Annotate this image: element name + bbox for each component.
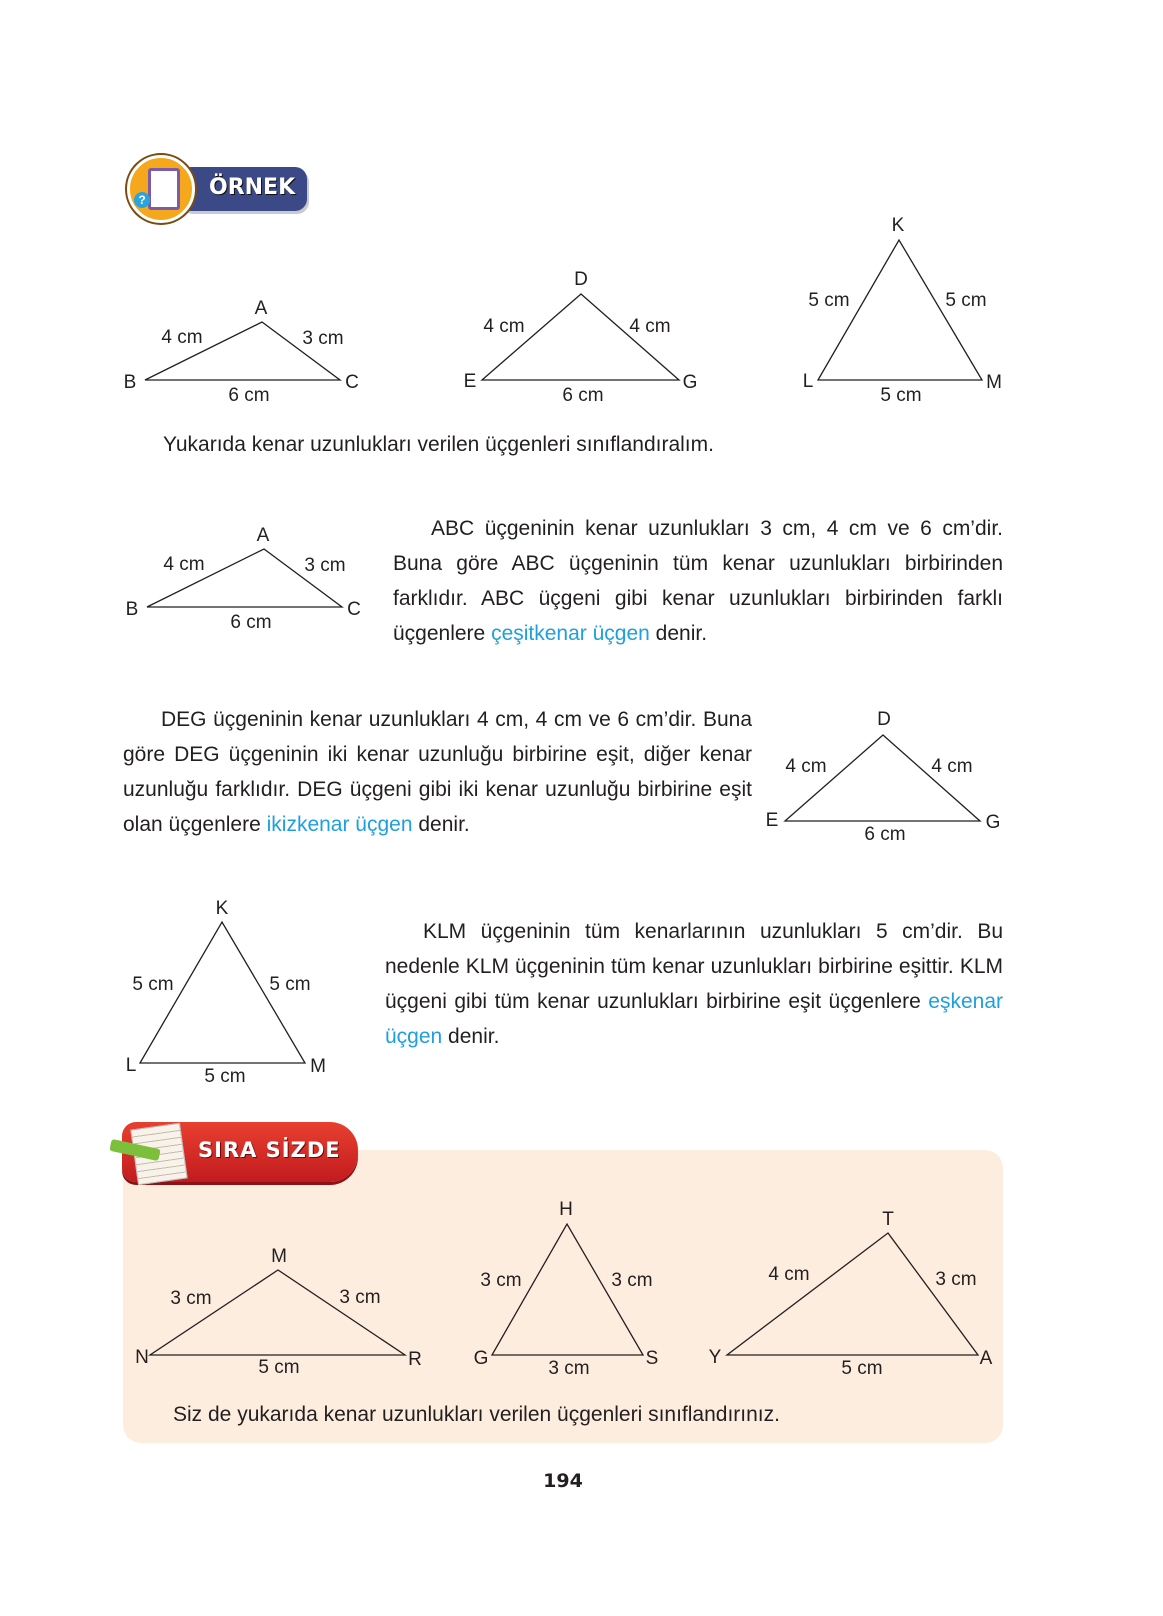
vertex-label: C xyxy=(347,599,361,620)
side-length: 3 cm xyxy=(170,1288,212,1309)
side-length: 3 cm xyxy=(935,1269,977,1290)
vertex-label: G xyxy=(682,372,698,393)
exercise-box xyxy=(123,1150,1003,1443)
vertex-label: L xyxy=(802,371,814,392)
vertex-label: M xyxy=(310,1056,326,1077)
equilateral-paragraph xyxy=(385,914,1003,1054)
vertex-label: A xyxy=(254,298,268,319)
vertex-label: S xyxy=(645,1348,659,1369)
side-length: 3 cm xyxy=(339,1287,381,1308)
side-length: 6 cm xyxy=(562,385,604,406)
term-isosceles-triangle: ikizkenar üçgen xyxy=(266,813,413,836)
side-length: 4 cm xyxy=(163,554,205,575)
page-number: 194 xyxy=(543,1470,583,1492)
side-length: 5 cm xyxy=(269,974,311,995)
side-length: 3 cm xyxy=(548,1358,590,1379)
paragraph-text: denir. xyxy=(442,1025,500,1048)
isosceles-paragraph xyxy=(123,702,752,842)
term-scalene-triangle: çeşitkenar üçgen xyxy=(491,622,650,645)
side-length: 5 cm xyxy=(945,290,987,311)
side-length: 5 cm xyxy=(132,974,174,995)
side-length: 5 cm xyxy=(880,385,922,406)
side-length: 4 cm xyxy=(483,316,525,337)
side-length: 4 cm xyxy=(785,756,827,777)
paragraph-text: DEG üçgeninin kenar uzunlukları 4 cm, 4 cm ve 6 cm’dir. Buna göre DEG üçgeninin iki kenar uzunluğu birbirine eşit, diğer kenar uzunluğu farklıdır. DEG üçgeni gibi iki kenar uzunluğu birbirine eşit olan üçgenlere xyxy=(123,708,752,836)
paragraph-text: ABC üçgeninin kenar uzunlukları 3 cm, 4 cm ve 6 cm’dir. Buna göre ABC üçgeninin tüm kenar uzunlukları birbirinden farklıdır. ABC üçgeni gibi kenar uzunlukları birbirinden farklı üçgenlere xyxy=(393,517,1003,645)
side-length: 5 cm xyxy=(204,1066,246,1087)
vertex-label: B xyxy=(125,599,139,620)
vertex-label: C xyxy=(345,372,359,393)
vertex-label: M xyxy=(986,372,1002,393)
side-length: 5 cm xyxy=(258,1357,300,1378)
intro-text: Yukarıda kenar uzunlukları verilen üçgenleri sınıflandıralım. xyxy=(163,433,714,456)
side-length: 3 cm xyxy=(480,1270,522,1291)
vertex-label: R xyxy=(408,1349,422,1370)
side-length: 5 cm xyxy=(841,1358,883,1379)
paragraph-text: denir. xyxy=(649,622,708,645)
side-length: 4 cm xyxy=(629,316,671,337)
vertex-label: E xyxy=(765,810,779,831)
vertex-label: E xyxy=(463,371,477,392)
side-length: 5 cm xyxy=(808,290,850,311)
vertex-label: A xyxy=(979,1348,993,1369)
vertex-label: A xyxy=(256,525,270,546)
vertex-label: T xyxy=(882,1209,894,1230)
ornek-badge xyxy=(127,155,309,225)
side-length: 6 cm xyxy=(864,824,906,845)
side-length: 3 cm xyxy=(302,328,344,349)
ornek-label: ÖRNEK xyxy=(209,175,296,200)
side-length: 6 cm xyxy=(228,385,270,406)
side-length: 4 cm xyxy=(768,1264,810,1285)
side-length: 6 cm xyxy=(230,612,272,633)
ornek-bar xyxy=(179,167,307,211)
exercise-instruction: Siz de yukarıda kenar uzunlukları verilen üçgenleri sınıflandırınız. xyxy=(173,1403,780,1426)
side-length: 3 cm xyxy=(304,555,346,576)
paragraph-text: KLM üçgeninin tüm kenarlarının uzunlukları 5 cm’dir. Bu nedenle KLM üçgeninin tüm kenar uzunlukları birbirine eşittir. KLM üçgeni gibi tüm kenar uzunlukları birbirine eşit üçgenlere xyxy=(385,920,1003,1013)
vertex-label: B xyxy=(123,372,137,393)
vertex-label: D xyxy=(877,709,891,730)
vertex-label: G xyxy=(985,812,1001,833)
triangle-deg-isosceles xyxy=(785,735,980,821)
side-length: 4 cm xyxy=(161,327,203,348)
vertex-label: M xyxy=(271,1246,287,1267)
vertex-label: K xyxy=(891,215,905,236)
clipboard-icon: ? xyxy=(127,155,195,223)
vertex-label: Y xyxy=(708,1347,722,1368)
scalene-paragraph xyxy=(393,511,1003,651)
sira-sizde-label: SIRA SİZDE xyxy=(198,1138,341,1162)
term-equilateral-triangle: eşkenar üçgen xyxy=(385,990,1003,1048)
vertex-label: K xyxy=(215,898,229,919)
sira-sizde-badge xyxy=(122,1122,358,1182)
vertex-label: H xyxy=(559,1199,573,1220)
side-length: 4 cm xyxy=(931,756,973,777)
vertex-label: N xyxy=(135,1347,149,1368)
vertex-label: L xyxy=(125,1055,137,1076)
paragraph-text: denir. xyxy=(412,813,470,836)
vertex-label: D xyxy=(574,269,588,290)
side-length: 3 cm xyxy=(611,1270,653,1291)
vertex-label: G xyxy=(473,1348,489,1369)
